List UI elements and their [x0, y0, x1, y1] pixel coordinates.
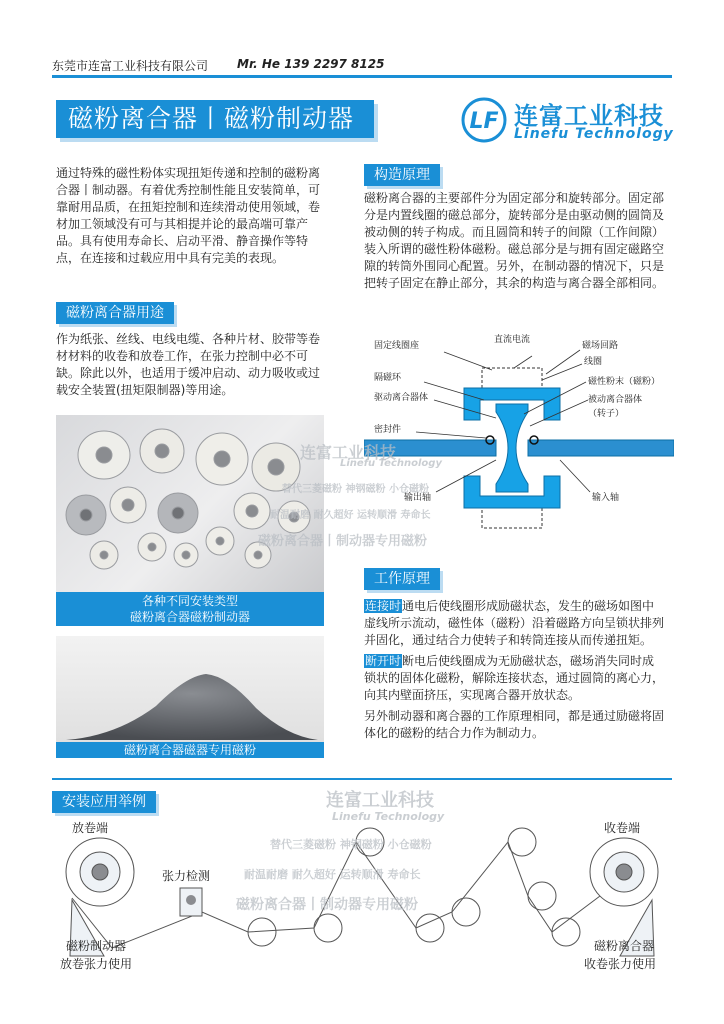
usage-heading: 磁粉离合器用途	[56, 302, 174, 324]
label-seal: 密封件	[374, 425, 402, 435]
rewind-label: 收卷端	[604, 821, 641, 835]
work-heading: 工作原理	[364, 568, 440, 590]
watermark-line2: 耐温耐磨 耐久超好 运转顺滑 寿命长	[270, 510, 431, 521]
label-drive: 驱动离合器体	[374, 393, 429, 403]
structure-heading: 构造原理	[364, 164, 440, 186]
coil-top	[482, 368, 542, 388]
disconnect-text: 断电后使线圈成为无励磁状态，磁场消失同时成锁状的固体化磁粉，解除连接状态，通过圆筒的离心力，向其内壁面挤压，实现离合器开放状态。	[364, 654, 665, 702]
tension-sensor-icon	[180, 888, 202, 916]
product-caption-line1: 各种不同安装类型	[141, 594, 238, 608]
connect-text: 通电后使线圈形成励磁状态，发生的磁场如图中虚线所示流动，磁性体（磁粉）沿着磁路方向呈锁状排列并固化，通过结合力使转子和转筒连接从而传递扭矩。	[364, 599, 665, 647]
web-path-illustration	[52, 800, 672, 980]
powder-caption: 磁粉离合器磁器专用磁粉	[56, 742, 324, 758]
application-diagram	[52, 800, 672, 980]
watermark-en: Linefu Technology	[340, 458, 442, 469]
input-shaft	[528, 440, 674, 456]
structure-paragraph: 磁粉离合器的主要部件分为固定部分和旋转部分。固定部分是内置线圈的磁总部分，旋转部分是由驱动侧的圆筒及被动侧的转子构成。而且圆筒和转子的间隙（工作间隙）装入所谓的磁性粉体磁粉。磁总部分是与拥有固定磁路空隙的转筒外围同心配置。另外，在制动器的情况下，只是把转子固定在静止部分，其余的构造与离合器全部相同。	[364, 191, 665, 290]
label-input: 输入轴	[592, 493, 620, 503]
magnetic-powder-image	[56, 636, 324, 742]
watermark-line2-2: 耐温耐磨 耐久超好 运转顺滑 寿命长	[244, 868, 421, 881]
brake-label-line2: 放卷张力使用	[60, 957, 133, 971]
connect-tag: 连接时	[365, 599, 402, 613]
header-divider	[52, 75, 672, 78]
powder-photo	[56, 636, 324, 742]
label-output: 输出轴	[404, 493, 432, 503]
label-coil: 线圈	[584, 357, 603, 367]
product-photo	[56, 415, 324, 592]
label-dc: 直流电流	[494, 335, 531, 345]
watermark-line1-2: 替代三菱磁粉 神钢磁粉 小仓磁粉	[270, 838, 432, 851]
output-shaft	[364, 440, 496, 456]
watermark-line3: 磁粉离合器丨制动器专用磁粉	[258, 534, 428, 549]
work-note: 另外制动器和离合器的工作原理相同，都是通过励磁将固体化的磁粉的结合力作为制动力。	[364, 709, 665, 740]
watermark-line3-2: 磁粉离合器丨制动器专用磁粉	[236, 897, 418, 913]
page-title: 磁粉离合器丨磁粉制动器	[56, 100, 374, 138]
application-heading: 安装应用举例	[52, 791, 156, 813]
section-divider	[52, 778, 672, 780]
label-rotor: （转子）	[588, 409, 625, 419]
watermark-cn-2: 连富工业科技	[326, 790, 434, 811]
watermark-line1: 替代三菱磁粉 神钢磁粉 小仓磁粉	[282, 484, 429, 495]
label-driven: 被动离合器体	[588, 395, 643, 405]
unwind-label: 放卷端	[72, 821, 109, 835]
logo-mark-icon	[460, 96, 508, 144]
watermark-en-2: Linefu Technology	[332, 810, 445, 823]
clutch-cross-section	[364, 330, 674, 560]
usage-paragraph: 作为纸张、丝线、电线电缆、各种片材、胶带等卷材材料的收卷和放卷工作，在张力控制中必不可缺。除此以外，也适用于缓冲启动、动力吸收或过载安全装置(扭矩限制器)等用途。	[56, 332, 321, 397]
brake-label-line1: 磁粉制动器	[66, 939, 127, 953]
label-mag-loop: 磁场回路	[582, 341, 619, 351]
clutch-products-image	[56, 415, 324, 592]
product-caption-line2: 磁粉离合器磁粉制动器	[129, 610, 250, 624]
work-connect	[364, 598, 664, 649]
company-name: 东莞市连富工业科技有限公司	[52, 59, 209, 73]
logo-english-name: Linefu Technology	[514, 126, 674, 142]
company-logo	[460, 96, 672, 144]
rotor	[496, 404, 528, 492]
contact-info: Mr. He 139 2297 8125	[237, 57, 385, 71]
product-caption	[56, 592, 324, 626]
svg-text:LF: LF	[469, 109, 499, 134]
coil-bottom	[482, 508, 542, 528]
structure-diagram	[364, 330, 674, 560]
logo-chinese-name: 连富工业科技	[514, 102, 664, 130]
work-disconnect	[364, 653, 664, 704]
tension-label: 张力检测	[162, 869, 211, 883]
disconnect-tag: 断开时	[365, 654, 402, 668]
work-principle	[364, 598, 664, 746]
clutch-label-line2: 收卷张力使用	[584, 957, 657, 971]
intro-paragraph: 通过特殊的磁性粉体实现扭矩传递和控制的磁粉离合器丨制动器。有着优秀控制性能且安装简单，可靠耐用品质，在扭矩控制和连续滑动使用领域，卷材加工领域没有可与其相提并论的最高端可靠产品。具有使用寿命长、启动平滑、静音操作等特点，在连接和过载应用中具有完美的表现。	[56, 166, 321, 265]
label-fixed-coil: 固定线圈座	[374, 341, 420, 351]
label-powder: 磁性粉末（磁粉）	[588, 377, 661, 387]
clutch-label-line1: 磁粉离合器	[594, 939, 655, 953]
watermark-cn: 连富工业科技	[300, 443, 397, 462]
label-isolation: 隔磁环	[374, 373, 402, 383]
